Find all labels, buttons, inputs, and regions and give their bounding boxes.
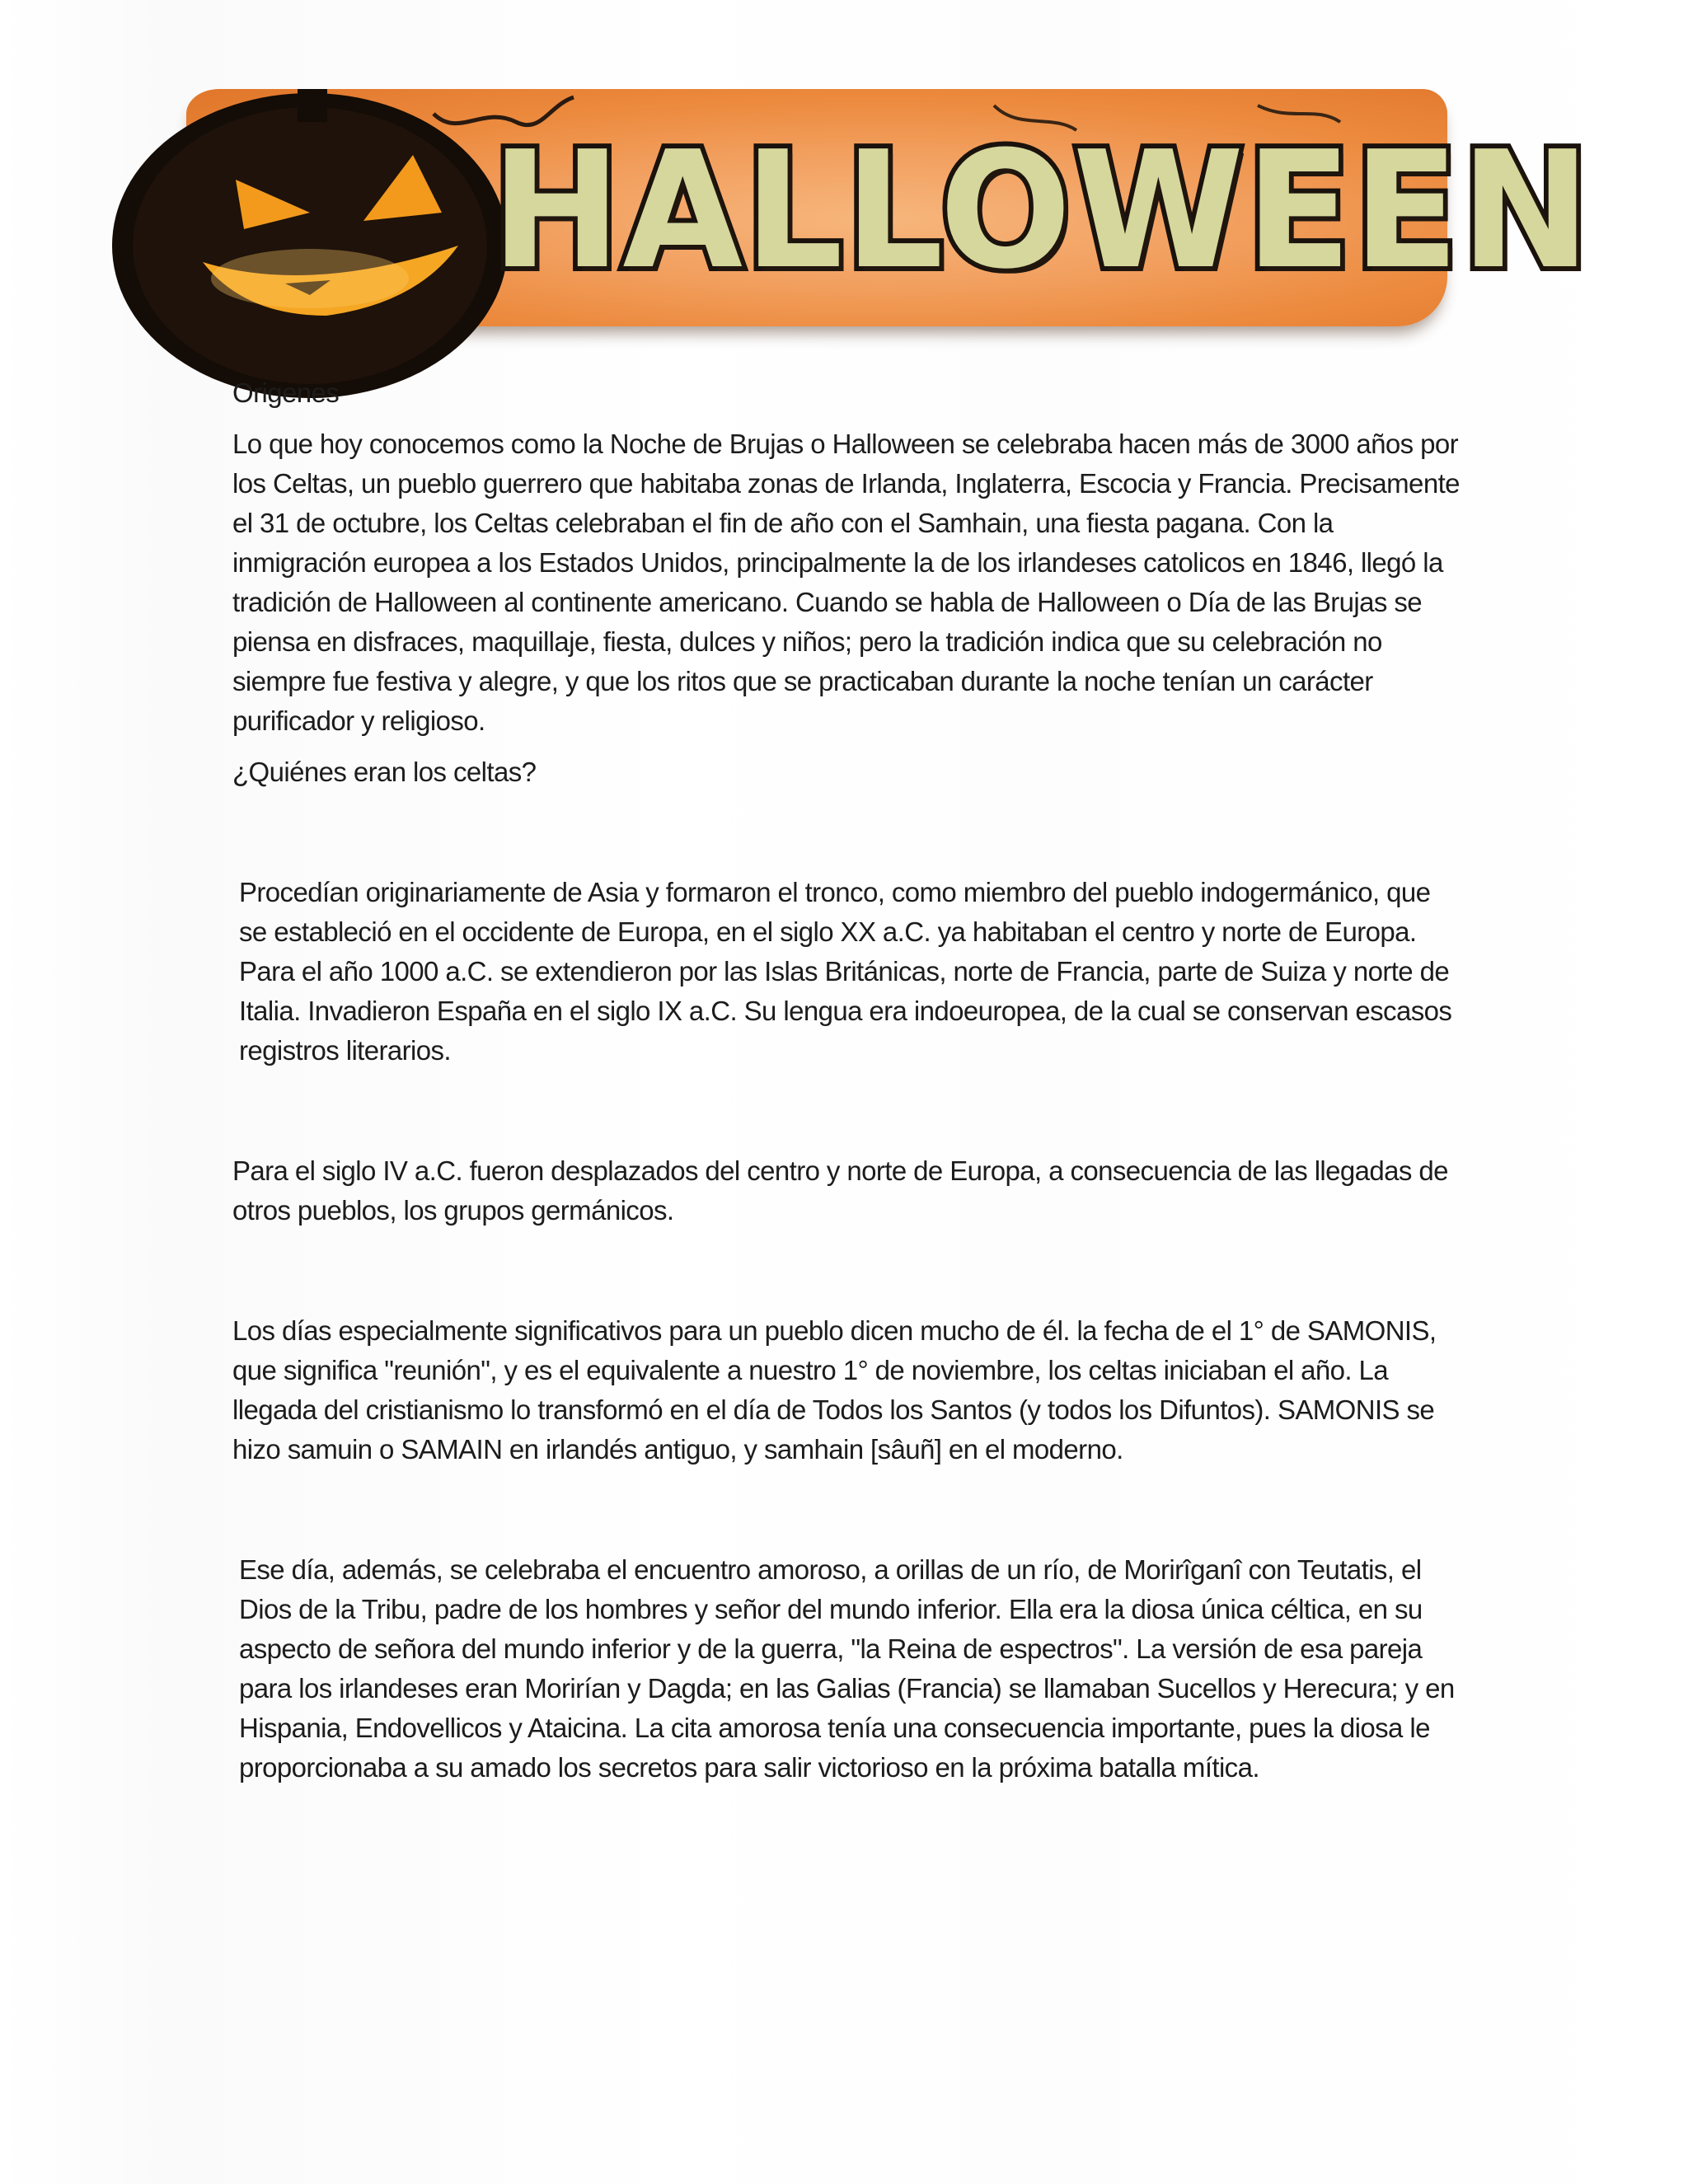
paragraph-significant-days: Los días especialmente significativos para un pueblo dicen mucho de él. la fecha de el 1° de SAMONIS, que significa "reunión", y es el equivalente a nuestro 1° de noviembre, los celtas iniciaban el año. La llegada del cristianismo lo transformó en el día de Todos los Santos (y todos los Difuntos). SAMONIS se hizo samuin o SAMAIN en irlandés antiguo, y samhain [sâuñ] en el moderno. [232,1315,1437,1465]
halloween-banner [186,89,1592,326]
paragraph-goddess-encounter: Ese día, además, se celebraba el encuentro amoroso, a orillas de un río, de Morirîganî con Teutatis, el Dios de la Tribu, padre de los hombres y señor del mundo inferior. Ella era la diosa única céltica, en su aspecto de señora del mundo inferior y de la guerra, "la Reina de espectros". La versión de esa pareja para los irlandeses eran Morirían y Dagda; en las Galias (Francia) se llamaban Sucellos y Herecura; y en Hispania, Endovellicos y Ataicina. La cita amorosa tenía una consecuencia importante, pues la diosa le proporcionaba a su amado los secretos para salir victorioso en la próxima batalla mítica. [239,1554,1455,1783]
heading-who-were-celts: ¿Quiénes eran los celtas? [232,757,537,787]
document-body [232,373,1461,1799]
paragraph-origins: Lo que hoy conocemos como la Noche de Brujas o Halloween se celebraba hacen más de 3000 años por los Celtas, un pueblo guerrero que habitaba zonas de Irlanda, Inglaterra, Escocia y Francia. Precisamente el 31 de octubre, los Celtas celebraban el fin de año con el Samhain, una fiesta pagana. Con la inmigración europea a los Estados Unidos, principalmente la de los irlandeses catolicos en 1846, llegó la tradición de Halloween al continente americano. Cuando se habla de Halloween o Día de las Brujas se piensa en disfraces, maquillaje, fiesta, dulces y niños; pero la tradición indica que su celebración no siempre fue festiva y alegre, y que los ritos que se practicaban durante la noche tenían un carácter purificador y religioso. [232,429,1460,736]
heading-origins: Origenes [232,377,340,408]
paragraph-celts-displaced: Para el siglo IV a.C. fueron desplazados del centro y norte de Europa, a consecuencia de las llegadas de otros pueblos, los grupos germánicos. [232,1155,1448,1226]
paragraph-celts-origin: Procedían originariamente de Asia y formaron el tronco, como miembro del pueblo indogermánico, que se estableció en el occidente de Europa, en el siglo XX a.C. ya habitaban el centro y norte de Europa. Para el año 1000 a.C. se extendieron por las Islas Británicas, norte de Francia, parte de Suiza y norte de Italia. Invadieron España en el siglo IX a.C. Su lengua era indoeuropea, de la cual se conservan escasos registros literarios. [239,877,1452,1066]
banner-title: HALLOWEEN [491,117,1592,305]
